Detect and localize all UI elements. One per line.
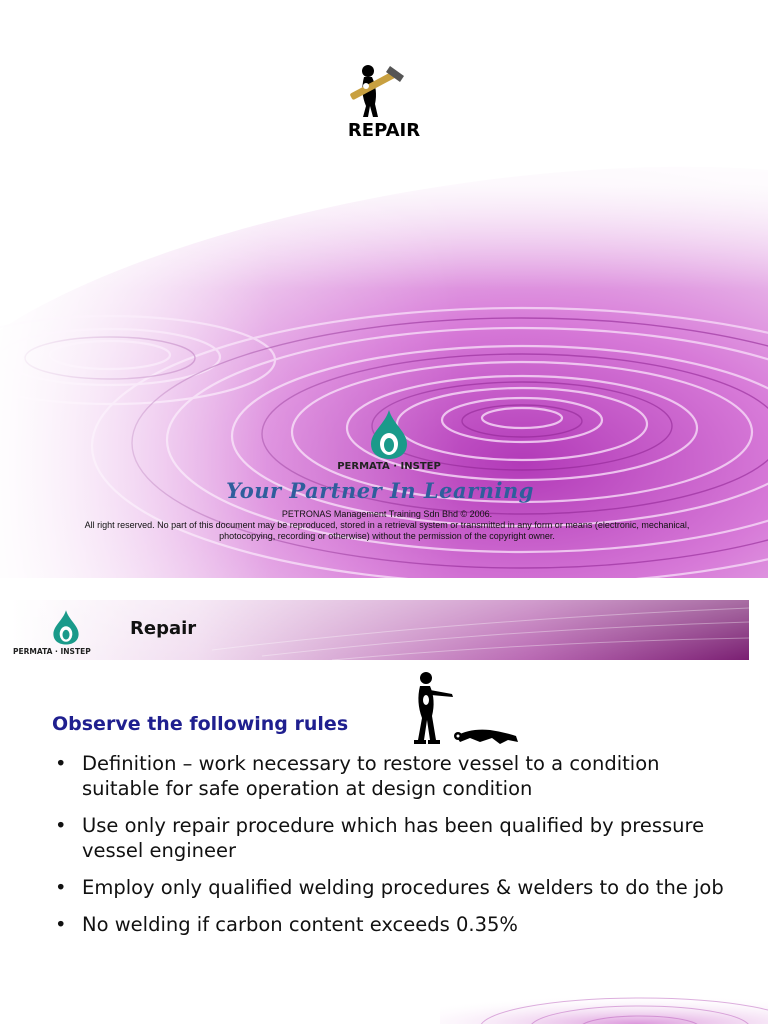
tagline: Your Partner In Learning [226,478,534,503]
header-bar [12,600,749,660]
slide-title: REPAIR [347,120,421,141]
petronas-logo-icon [52,608,80,646]
list-item [52,912,742,937]
bullet-icon: • [55,876,67,899]
copyright-line: PETRONAS Management Training Sdn Bhd © 2006. [281,509,493,519]
bullet-icon: • [55,913,67,936]
water-ripple-decoration [440,988,768,1024]
list-item-text: Definition – work necessary to restore vessel to a condition suitable for safe operation at design condition [82,752,660,800]
list-item [52,751,742,801]
brand-name: PERMATA · INSTEP [13,647,91,656]
copyright-line: photocopying, recording or otherwise) without the permission of the copyright owner. [219,531,555,541]
copyright-notice [40,509,734,542]
list-item [52,875,742,900]
list-item-text: Employ only qualified welding procedures & welders to do the job [82,876,724,899]
bullet-icon: • [55,814,67,837]
petronas-logo-icon [369,408,409,460]
content-slide [0,578,768,1024]
rules-list [52,751,742,949]
list-item-text: Use only repair procedure which has been qualified by pressure vessel engineer [82,814,705,862]
bullet-icon: • [55,752,67,775]
pointing-man-icon [414,672,453,744]
stick-figures-icon [400,670,528,748]
section-subtitle: Observe the following rules [52,713,349,735]
slide-title: Repair [130,618,197,639]
crawling-man-icon [454,730,518,744]
hammer-man-icon [340,62,410,118]
brand-name: PERMATA · INSTEP [337,461,441,472]
list-item-text: No welding if carbon content exceeds 0.35% [82,913,518,936]
copyright-line: All right reserved. No part of this document may be reproduced, stored in a retrieval system or transmitted in any form or means (electronic, mechanical, [84,520,690,530]
list-item [52,813,742,863]
